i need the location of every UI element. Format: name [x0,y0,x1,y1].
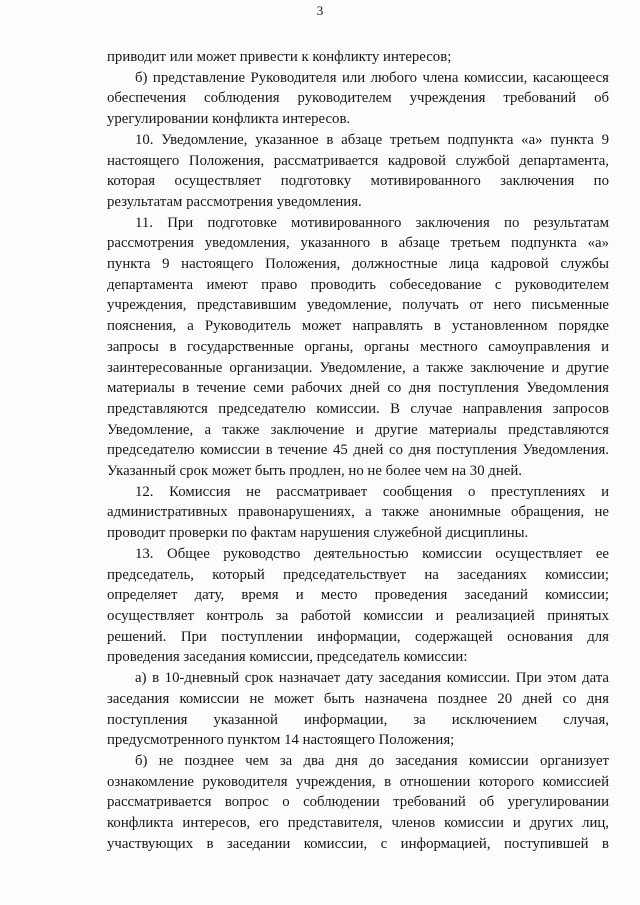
text-line: осуществляет контроль за работой комиссии и реализацией принятых [107,607,609,624]
text-line: Уведомление, а также заключение и другие материалы представляются [107,421,609,438]
text-line: 11. При подготовке мотивированного заключения по результатам [135,214,609,231]
text-line: административных правонарушениях, а также анонимные обращения, не [107,504,609,521]
text-line: Указанный срок может быть продлен, но не более чем на 30 дней. [107,463,522,480]
page-number: 3 [316,3,324,18]
text-line: пояснения, а Руководитель может направлять в установленном порядке [107,318,609,335]
text-line: решений. При поступлении информации, содержащей основания для [107,628,609,645]
text-line: пункта 9 настоящего Положения, должностные лица кадровой службы [107,256,609,273]
text-line: обеспечения соблюдения руководителем учреждения требований об [107,90,609,107]
text-line: 13. Общее руководство деятельностью комиссии осуществляет ее [135,545,609,562]
text-line: представляются председателю комиссии. В случае направления запросов [107,400,609,417]
text-line: материалы в течение семи рабочих дней со дня поступления Уведомления [107,380,609,397]
text-line: б) представление Руководителя или любого члена комиссии, касающееся [135,69,609,86]
text-line: 12. Комиссия не рассматривает сообщения о преступлениях и [135,483,609,500]
text-line: результатам рассмотрения уведомления. [107,193,362,210]
text-line: учреждения, представившим уведомление, получать от него письменные [107,297,609,314]
text-line: председатель, который председательствует на заседаниях комиссии; [107,566,609,583]
text-line: запросы в государственные органы, органы местного самоуправления и [107,338,609,355]
text-line: б) не позднее чем за два дня до заседания комиссии организует [135,752,609,769]
text-line: настоящего Положения, рассматривается кадровой службой департамента, [107,152,609,169]
text-line: конфликта интересов, его представителя, членов комиссии и других лиц, [107,815,609,832]
text-line: определяет дату, время и место проведения заседаний комиссии; [107,587,609,604]
document-body [107,47,609,854]
text-line: заинтересованные организации. Уведомление, а также заключение и другие [107,359,609,376]
text-line: предусмотренного пунктом 14 настоящего Положения; [107,732,455,749]
text-line: председателю комиссии в течение 45 дней со дня поступления Уведомления. [107,442,609,459]
text-line: участвующих в заседании комиссии, с информацией, поступившей в [107,835,609,852]
text-line: 10. Уведомление, указанное в абзаце третьем подпункта «а» пункта 9 [135,131,609,148]
text-line: проведения заседания комиссии, председатель комиссии: [107,649,468,666]
text-line: департамента имеют право проводить собеседование с руководителем [107,276,609,293]
text-line: которая осуществляет подготовку мотивированного заключения по [107,173,609,190]
text-line: поступления указанной информации, за исключением случая, [107,711,609,728]
text-line: заседания комиссии не может быть назначена позднее 20 дней со дня [107,690,609,707]
text-line: проводит проверки по фактам нарушения служебной дисциплины. [107,525,529,542]
text-line: рассмотрения уведомления, указанного в абзаце третьем подпункта «а» [107,235,609,252]
text-line: а) в 10-дневный срок назначает дату заседания комиссии. При этом дата [135,670,609,687]
text-line: урегулировании конфликта интересов. [107,111,351,128]
text-line: рассматривается вопрос о соблюдении требований об урегулировании [107,794,609,811]
text-line: приводит или может привести к конфликту интересов; [107,49,452,65]
text-line: ознакомление руководителя учреждения, в отношении которого комиссией [107,773,609,790]
